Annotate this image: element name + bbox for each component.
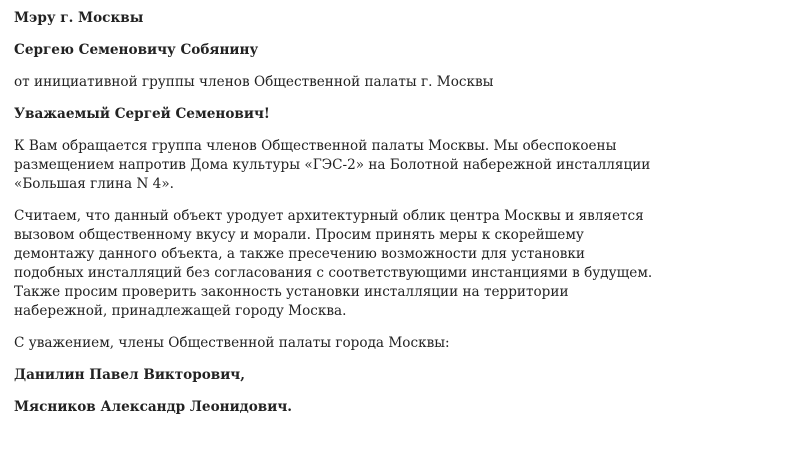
signatory-1: Данилин Павел Викторович, (14, 367, 245, 383)
closing-line: С уважением, члены Общественной палаты города Москвы: (14, 335, 450, 351)
paragraph-2: Считаем, что данный объект уродует архитектурный облик центра Москвы и является вызовом общественному вкусу и морали. Просим принять меры к скорейшему демонтажу данного объекта, а также пресечению возможности для установки подобных инсталляций без согласования с соответствующими инстанциями в будущем. Также просим проверить законность установки инсталляции на территории набережной, принадлежащей городу Москва. (14, 208, 653, 319)
salutation: Уважаемый Сергей Семенович! (14, 106, 270, 122)
paragraph-1: К Вам обращается группа членов Общественной палаты Москвы. Мы обеспокоены размещением напротив Дома культуры «ГЭС-2» на Болотной набережной инсталляции «Большая глина N 4». (14, 138, 651, 192)
addressee-line-1: Мэру г. Москвы (14, 10, 144, 26)
letter-body (14, 9, 654, 430)
signatory-2: Мясников Александр Леонидович. (14, 399, 293, 415)
addressee-line-2: Сергею Семеновичу Собянину (14, 42, 259, 58)
sender-line: от инициативной группы членов Общественной палаты г. Москвы (14, 74, 494, 90)
